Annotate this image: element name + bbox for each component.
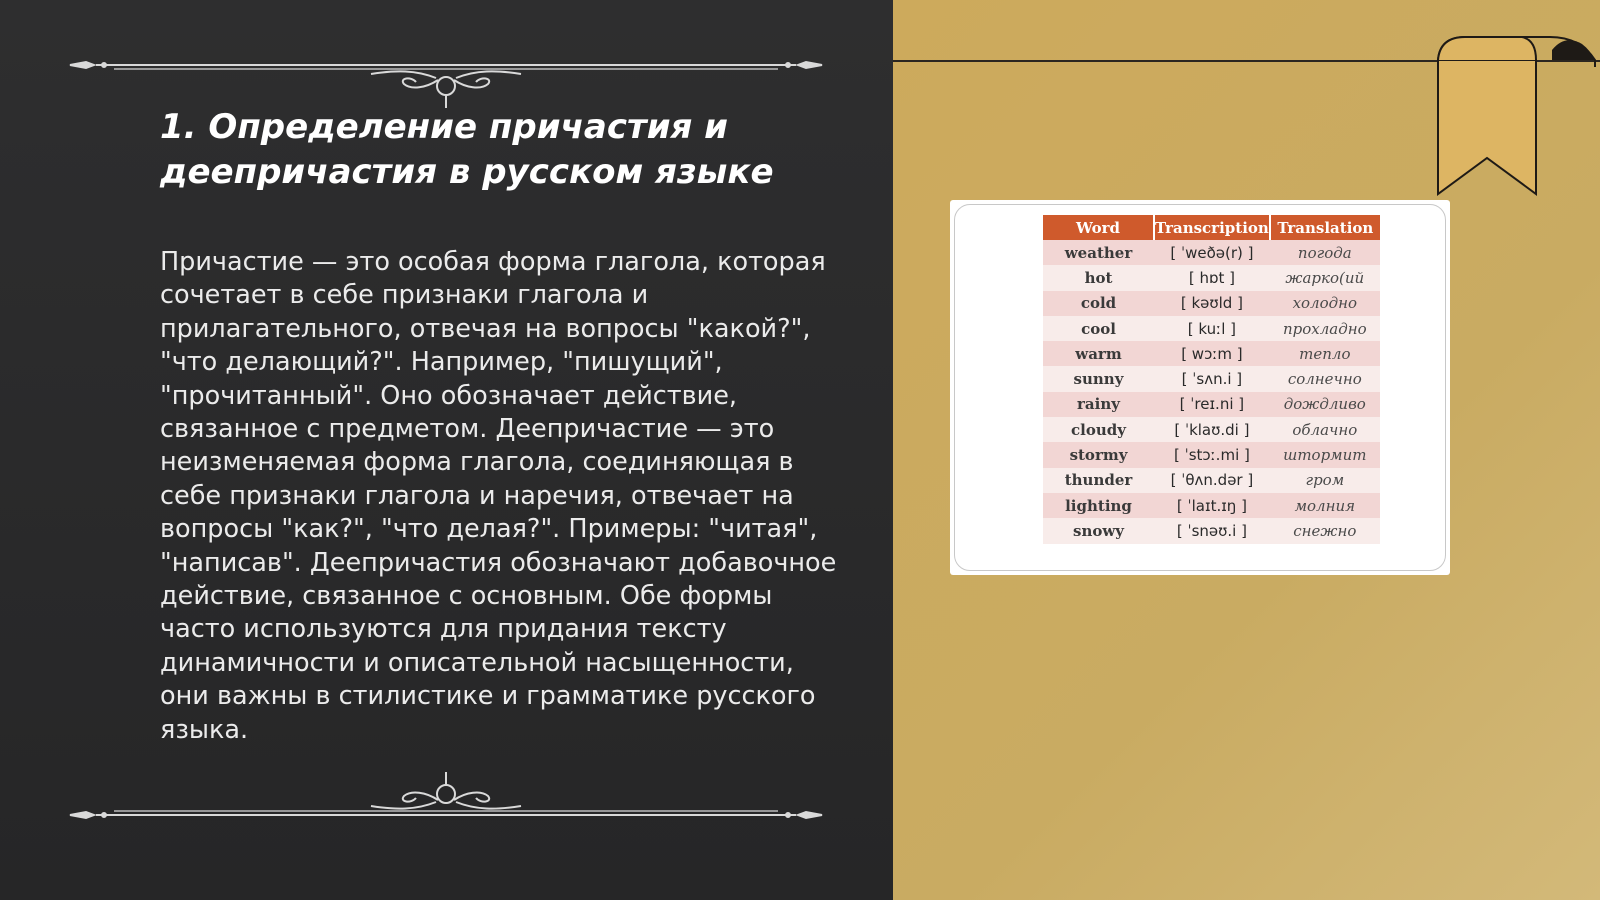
table-row (1043, 417, 1380, 442)
cell-translation: штормит (1270, 442, 1380, 467)
cell-word: warm (1043, 341, 1154, 366)
cell-transcription: [ kuːl ] (1154, 316, 1270, 341)
cell-word: thunder (1043, 468, 1154, 493)
table-header-row (1043, 215, 1380, 240)
cell-transcription: [ wɔːm ] (1154, 341, 1270, 366)
cell-translation: жарко(ий (1270, 265, 1380, 290)
cell-transcription: [ kəʊld ] (1154, 291, 1270, 316)
cell-word: rainy (1043, 392, 1154, 417)
cell-translation: дождливо (1270, 392, 1380, 417)
cell-transcription: [ ˈθʌn.dər ] (1154, 468, 1270, 493)
header-translation: Translation (1270, 215, 1380, 240)
cell-translation: холодно (1270, 291, 1380, 316)
cell-transcription: [ ˈsʌn.i ] (1154, 366, 1270, 391)
header-transcription: Transcription (1154, 215, 1270, 240)
cell-word: stormy (1043, 442, 1154, 467)
table-row (1043, 341, 1380, 366)
cell-transcription: [ ˈklaʊ.di ] (1154, 417, 1270, 442)
cell-word: snowy (1043, 518, 1154, 543)
vocabulary-image-card (950, 200, 1450, 575)
vocabulary-image-frame (954, 204, 1446, 571)
table-row (1043, 442, 1380, 467)
cell-translation: прохладно (1270, 316, 1380, 341)
table-row (1043, 493, 1380, 518)
cell-transcription: [ ˈlaɪt.ɪŋ ] (1154, 493, 1270, 518)
table-row (1043, 291, 1380, 316)
cell-translation: молния (1270, 493, 1380, 518)
cell-translation: погода (1270, 240, 1380, 265)
cell-word: hot (1043, 265, 1154, 290)
cell-word: cold (1043, 291, 1154, 316)
cell-transcription: [ ˈreɪ.ni ] (1154, 392, 1270, 417)
cell-translation: солнечно (1270, 366, 1380, 391)
table-row (1043, 240, 1380, 265)
cell-transcription: [ ˈsnəʊ.i ] (1154, 518, 1270, 543)
cell-word: cloudy (1043, 417, 1154, 442)
bookmark-icon (1430, 32, 1600, 202)
cell-translation: тепло (1270, 341, 1380, 366)
header-word: Word (1043, 215, 1154, 240)
slide-title: 1. Определение причастия и деепричастия в русском языке (160, 107, 774, 192)
cell-translation: снежно (1270, 518, 1380, 543)
table-row (1043, 392, 1380, 417)
vocabulary-table (1043, 215, 1380, 544)
cell-word: lighting (1043, 493, 1154, 518)
cell-translation: облачно (1270, 417, 1380, 442)
cell-transcription: [ ˈweðə(r) ] (1154, 240, 1270, 265)
table-row (1043, 265, 1380, 290)
cell-transcription: [ hɒt ] (1154, 265, 1270, 290)
table-row (1043, 518, 1380, 543)
cell-transcription: [ ˈstɔː.mi ] (1154, 442, 1270, 467)
table-row (1043, 316, 1380, 341)
slide-body-text: Причастие — это особая форма глагола, которая сочетает в себе признаки глагола и прилагательного, отвечая на вопросы "какой?", "что делающий?". Например, "пишущий", "прочитанный". Оно обозначает действие, связанное с предметом. Деепричастие — это неизменяемая форма глагола, соединяющая в себе признаки глагола и наречия, отвечает на вопросы "как?", "что делая?". Примеры: "читая", "написав". Деепричастия обозначают добавочное действие, связанное с основным. Обе формы часто используются для придания тексту динамичности и описательной насыщенности, они важны в стилистике и грамматике русского языка. (160, 247, 837, 745)
cell-word: cool (1043, 316, 1154, 341)
cell-word: sunny (1043, 366, 1154, 391)
cell-word: weather (1043, 240, 1154, 265)
cell-translation: гром (1270, 468, 1380, 493)
table-row (1043, 468, 1380, 493)
ornament-bottom-icon (66, 770, 826, 830)
table-row (1043, 366, 1380, 391)
ornament-top-icon (66, 50, 826, 110)
